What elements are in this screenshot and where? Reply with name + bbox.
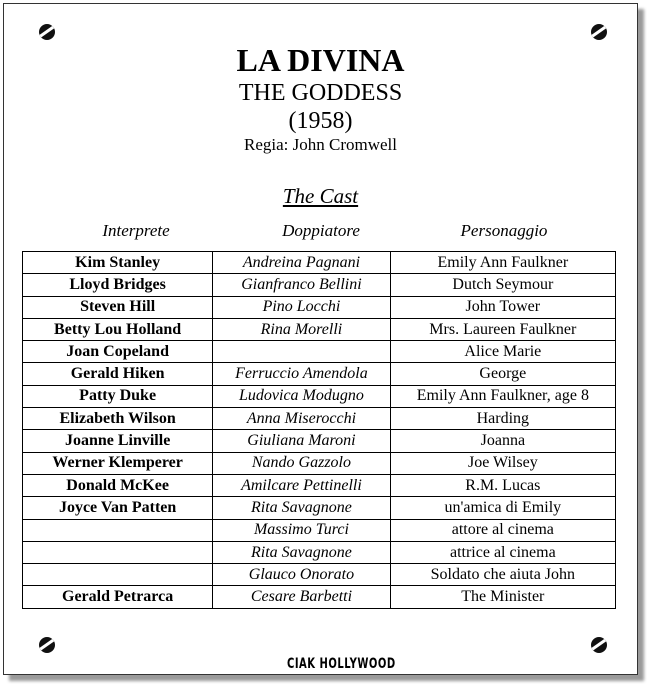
- table-row: [23, 252, 616, 274]
- table-row: [23, 519, 616, 541]
- cell-character: John Tower: [390, 296, 615, 318]
- cell-character: Dutch Seymour: [390, 274, 615, 296]
- table-row: [23, 296, 616, 318]
- cell-character: Joanna: [390, 430, 615, 452]
- cell-voice: Amilcare Pettinelli: [213, 474, 390, 496]
- cell-character: R.M. Lucas: [390, 474, 615, 496]
- cast-plaque: [3, 3, 638, 675]
- table-row: [23, 341, 616, 363]
- ciak-hollywood-logo: CIAK HOLLYWOOD: [287, 656, 396, 673]
- cast-heading: The Cast: [282, 184, 359, 208]
- table-row: [23, 474, 616, 496]
- film-subtitle: THE GODDESS: [238, 80, 403, 106]
- cell-actor: Gerald Petrarca: [23, 586, 213, 608]
- cell-voice: Cesare Barbetti: [213, 586, 390, 608]
- cell-actor: Werner Klemperer: [23, 452, 213, 474]
- cell-actor: Elizabeth Wilson: [23, 408, 213, 430]
- film-year: (1958): [288, 108, 353, 134]
- cell-character: Soldato che aiuta John: [390, 564, 615, 586]
- table-row: [23, 363, 616, 385]
- screw-icon: [39, 24, 55, 40]
- cell-voice: Ludovica Modugno: [213, 385, 390, 407]
- director-line: Regia: John Cromwell: [244, 135, 397, 154]
- cell-voice: Rina Morelli: [213, 318, 390, 340]
- screw-icon: [591, 637, 607, 653]
- cell-character: Emily Ann Faulkner, age 8: [390, 385, 615, 407]
- cell-actor: [23, 541, 213, 563]
- table-row: [23, 541, 616, 563]
- table-row: [23, 452, 616, 474]
- column-header-voice: Doppiatore: [282, 221, 360, 240]
- cell-voice: Gianfranco Bellini: [213, 274, 390, 296]
- cell-character: The Minister: [390, 586, 615, 608]
- cell-actor: Joan Copeland: [23, 341, 213, 363]
- cell-voice: Andreina Pagnani: [213, 252, 390, 274]
- table-row: [23, 564, 616, 586]
- cell-actor: Kim Stanley: [23, 252, 213, 274]
- cell-character: George: [390, 363, 615, 385]
- screw-icon: [39, 637, 55, 653]
- table-row: [23, 385, 616, 407]
- table-row: [23, 274, 616, 296]
- cast-table: [22, 251, 616, 609]
- cell-voice: Glauco Onorato: [213, 564, 390, 586]
- cell-voice: Rita Savagnone: [213, 497, 390, 519]
- cell-actor: Gerald Hiken: [23, 363, 213, 385]
- cell-voice: Anna Miserocchi: [213, 408, 390, 430]
- cell-actor: Lloyd Bridges: [23, 274, 213, 296]
- cell-voice: [213, 341, 390, 363]
- cell-character: attore al cinema: [390, 519, 615, 541]
- cell-actor: Donald McKee: [23, 474, 213, 496]
- cell-actor: Joyce Van Patten: [23, 497, 213, 519]
- column-header-character: Personaggio: [460, 221, 548, 240]
- table-row: [23, 497, 616, 519]
- cell-voice: Rita Savagnone: [213, 541, 390, 563]
- cell-actor: [23, 564, 213, 586]
- table-row: [23, 408, 616, 430]
- cell-character: attrice al cinema: [390, 541, 615, 563]
- cell-character: Joe Wilsey: [390, 452, 615, 474]
- cell-voice: Nando Gazzolo: [213, 452, 390, 474]
- film-title: LA DIVINA: [236, 42, 405, 78]
- cell-character: Mrs. Laureen Faulkner: [390, 318, 615, 340]
- table-row: [23, 318, 616, 340]
- table-row: [23, 430, 616, 452]
- cell-character: un'amica di Emily: [390, 497, 615, 519]
- screw-icon: [591, 24, 607, 40]
- cell-character: Harding: [390, 408, 615, 430]
- cell-actor: [23, 519, 213, 541]
- cell-voice: Massimo Turci: [213, 519, 390, 541]
- cell-voice: Ferruccio Amendola: [213, 363, 390, 385]
- cell-actor: Betty Lou Holland: [23, 318, 213, 340]
- column-header-actor: Interprete: [102, 221, 170, 240]
- cell-character: Emily Ann Faulkner: [390, 252, 615, 274]
- cell-actor: Steven Hill: [23, 296, 213, 318]
- cell-voice: Pino Locchi: [213, 296, 390, 318]
- cell-character: Alice Marie: [390, 341, 615, 363]
- cell-actor: Patty Duke: [23, 385, 213, 407]
- cell-voice: Giuliana Maroni: [213, 430, 390, 452]
- cell-actor: Joanne Linville: [23, 430, 213, 452]
- table-row: [23, 586, 616, 608]
